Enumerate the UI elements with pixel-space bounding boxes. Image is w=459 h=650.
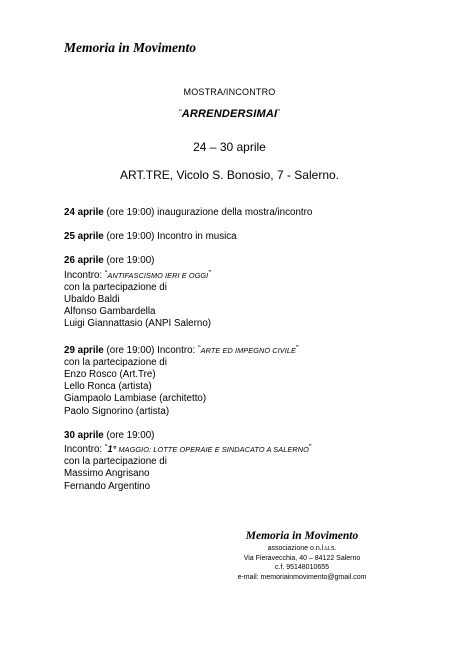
entry-date: 30 aprile xyxy=(64,429,104,441)
entry-date: 24 aprile xyxy=(64,207,104,218)
brand-footer: Memoria in Movimento xyxy=(245,530,359,542)
entry-date: 26 aprile xyxy=(64,255,104,267)
event-title-text: ARRENDERSIMAI xyxy=(181,108,278,120)
entry-text: (ore 19:00) inaugurazione della mostra/incontro xyxy=(103,207,313,218)
entry-theme-line xyxy=(64,442,312,456)
participant: Ubaldo Baldi xyxy=(64,294,120,306)
footer-email: e-mail: memoriainmovimento@gmail.com xyxy=(237,573,367,581)
participant: Giampaolo Lambiase (architetto) xyxy=(64,393,207,405)
participant: Paolo Signorino (artista) xyxy=(64,405,170,417)
program xyxy=(64,207,312,505)
entry-line xyxy=(64,343,312,357)
close-quote: ” xyxy=(277,108,280,117)
participation-label: con la partecipazione di xyxy=(64,356,167,368)
footer-address: Via Fieravecchia, 40 – 84122 Salerno xyxy=(243,554,361,562)
incontro-label: Incontro: xyxy=(64,269,105,281)
entry-line xyxy=(64,207,312,219)
entry-line xyxy=(64,231,312,243)
footer-signature xyxy=(222,530,382,582)
event-dates: 24 – 30 aprile xyxy=(193,140,266,154)
participation-label: con la partecipazione di xyxy=(64,456,167,468)
close-quote: ” xyxy=(308,443,312,453)
open-quote: “ xyxy=(104,268,108,278)
entry-time: (ore 19:00) xyxy=(103,429,155,441)
entry-theme-number: 1° xyxy=(107,444,117,455)
close-quote: ” xyxy=(208,268,211,278)
entry-date: 25 aprile xyxy=(64,231,104,243)
program-entry-29 xyxy=(64,343,312,418)
program-entry-26 xyxy=(64,255,312,330)
entry-theme: MAGGIO: LOTTE OPERAIE E SINDACATO A SALERNO xyxy=(116,445,309,455)
event-title xyxy=(0,108,459,120)
entry-line xyxy=(64,430,312,442)
entry-theme: ANTIFASCISMO IERI E OGGI xyxy=(107,270,209,280)
open-quote: “ xyxy=(104,443,108,453)
participation-label: con la partecipazione di xyxy=(64,281,167,293)
participant: Luigi Giannattasio (ANPI Salerno) xyxy=(64,318,212,330)
program-entry-25 xyxy=(64,231,312,243)
participant: Lello Ronca (artista) xyxy=(64,381,152,393)
program-entry-30 xyxy=(64,430,312,493)
entry-line xyxy=(64,255,312,267)
entry-text: (ore 19:00) Incontro in musica xyxy=(103,231,237,243)
entry-time: (ore 19:00) Incontro: xyxy=(103,344,198,356)
open-quote: “ xyxy=(197,343,201,353)
participant: Massimo Angrisano xyxy=(64,468,150,480)
event-kicker: MOSTRA/INCONTRO xyxy=(183,87,276,97)
event-venue: ART.TRE, Vicolo S. Bonosio, 7 - Salerno. xyxy=(120,168,339,182)
close-quote: ” xyxy=(295,343,299,353)
participant: Alfonso Gambardella xyxy=(64,306,156,318)
entry-date: 29 aprile xyxy=(64,344,104,356)
footer-assoc: associazione o.n.l.u.s. xyxy=(267,545,337,552)
entry-time: (ore 19:00) xyxy=(103,255,155,267)
open-quote: “ xyxy=(179,108,182,117)
entry-theme-line xyxy=(64,268,312,282)
entry-theme: ARTE ED IMPEGNO CIVILE xyxy=(200,345,296,355)
program-entry-24 xyxy=(64,207,312,219)
footer-cf: c.f. 95148010655 xyxy=(274,564,330,572)
brand-header: Memoria in Movimento xyxy=(64,40,197,55)
participant: Fernando Argentino xyxy=(64,480,151,492)
participant: Enzo Rosco (Art.Tre) xyxy=(64,369,156,381)
incontro-label: Incontro: xyxy=(64,444,105,456)
